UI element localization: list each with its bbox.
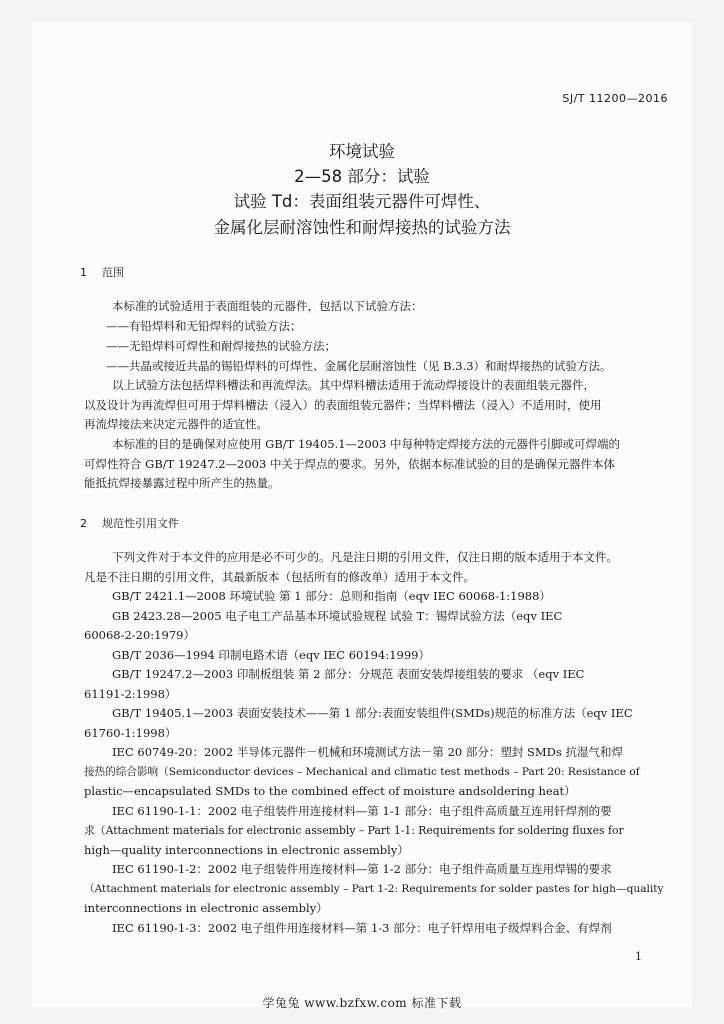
s2-line: IEC 61190-1-1：2002 电子组装件用连接材料—第 1-1 部分：电子组件高质量互连用钎焊剂的要	[112, 804, 612, 818]
s1-line: 再流焊接法来决定元器件的适宜性。	[84, 417, 268, 431]
s1-line: 以及设计为再流焊但可用于焊料槽法（浸入）的表面组装元器件；当焊料槽法（浸入）不适用时，使用	[84, 398, 602, 412]
s2-line: GB/T 2036—1994 印制电路术语（eqv IEC 60194:1999）	[112, 648, 430, 662]
s2-line: GB 2423.28—2005 电子电工产品基本环境试验规程 试验 T：锡焊试验方法（eqv IEC	[112, 609, 563, 623]
s1-line: 以上试验方法包括焊料槽法和再流焊法。其中焊料槽法适用于流动焊接设计的表面组装元器件，	[112, 378, 595, 392]
title-line-2: 2—58 部分：试验	[294, 167, 430, 186]
s2-line: 下列文件对于本文件的应用是必不可少的。凡是注日期的引用文件，仅注日期的版本适用于本文件。	[112, 550, 618, 564]
s2-line: 凡是不注日期的引用文件，其最新版本（包括所有的修改单）适用于本文件。	[84, 570, 475, 584]
s2-line: 接热的综合影响（Semiconductor devices – Mechanical and climatic test methods – Part 20: Resistance of	[84, 766, 640, 778]
s1-line: 能抵抗焊接暴露过程中所产生的热量。	[84, 476, 280, 490]
s1-line: 本标准的试验适用于表面组装的元器件，包括以下试验方法：	[112, 299, 423, 313]
s2-line: 61191-2:1998）	[84, 687, 177, 701]
title-line-3: 试验 Td：表面组装元器件可焊性、	[233, 192, 491, 211]
s2-line: high—quality interconnections in electronic assembly）	[84, 843, 409, 857]
footer-watermark: 学兔兔 www.bzfxw.com 标准下载	[262, 996, 462, 1010]
section-1-heading	[80, 264, 124, 280]
title-line-4: 金属化层耐溶蚀性和耐焊接热的试验方法	[213, 218, 511, 237]
s2-line: interconnections in electronic assembly）	[84, 901, 328, 915]
s1-line: ——无铅焊料可焊性和耐焊接热的试验方法；	[106, 339, 336, 353]
s2-line: GB/T 19247.2—2003 印制板组装 第 2 部分：分规范 表面安装焊接组装的要求 （eqv IEC	[112, 667, 585, 681]
standard-number: SJ/T 11200—2016	[562, 92, 668, 105]
s2-line: （Attachment materials for electronic assembly – Part 1-2: Requirements for solder pastes for high—quality	[84, 883, 664, 895]
s2-line: 60068-2-20:1979）	[84, 628, 195, 642]
s2-line: 求（Attachment materials for electronic assembly – Part 1-1: Requirements for soldering fluxes for	[84, 824, 624, 837]
section-2-heading	[80, 515, 179, 531]
page-number: 1	[635, 950, 642, 963]
s2-line: IEC 61190-1-2：2002 电子组装件用连接材料—第 1-2 部分：电子组件高质量互连用焊锡的要求	[112, 862, 612, 876]
s1-line: 可焊性符合 GB/T 19247.2—2003 中关于焊点的要求。另外，依据本标准试验的目的是确保元器件本体	[84, 457, 615, 471]
s2-line: GB/T 2421.1—2008 环境试验 第 1 部分：总则和指南（eqv IEC 60068-1:1988）	[112, 589, 551, 603]
s1-line: 本标准的目的是确保对应使用 GB/T 19405.1—2003 中每种特定焊接方法的元器件引脚或可焊端的	[112, 437, 620, 451]
s2-line: 61760-1:1998）	[84, 726, 177, 740]
title-line-1: 环境试验	[329, 142, 395, 161]
section-number: 1	[80, 266, 87, 279]
section-title: 规范性引用文件	[102, 517, 179, 530]
section-number: 2	[80, 517, 87, 530]
s2-line: GB/T 19405.1—2003 表面安装技术——第 1 部分:表面安装组件(SMDs)规范的标准方法（eqv IEC	[112, 706, 633, 720]
s1-line: ——共晶或接近共晶的锡铅焊料的可焊性、金属化层耐溶蚀性（见 B.3.3）和耐焊接热的试验方法。	[106, 359, 612, 373]
s2-line: plastic—encapsulated SMDs to the combined effect of moisture andsoldering heat）	[84, 784, 576, 798]
s2-line: IEC 61190-1-3：2002 电子组件用连接材料—第 1-3 部分：电子钎焊用电子级焊料合金、有焊剂	[112, 921, 612, 935]
s1-line: ——有铅焊料和无铅焊料的试验方法；	[106, 319, 302, 333]
s2-line: IEC 60749-20：2002 半导体元器件－机械和环境测试方法－第 20 部分：塑封 SMDs 抗湿气和焊	[112, 745, 623, 759]
section-title: 范围	[102, 266, 124, 279]
